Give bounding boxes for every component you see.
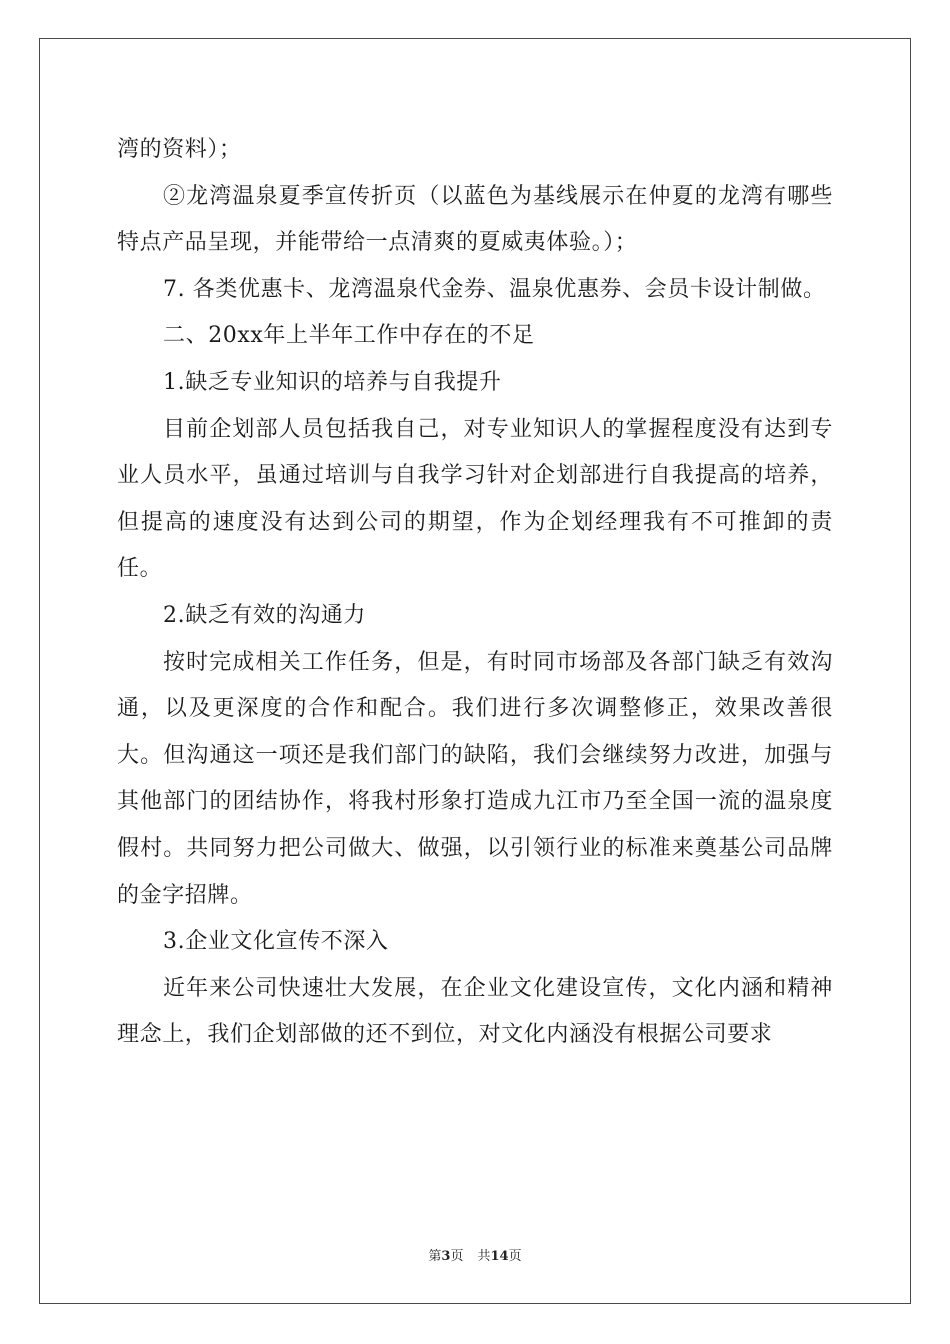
paragraph-4: 目前企划部人员包括我自己，对专业知识人的掌握程度没有达到专业人员水平，虽通过培训与自我学习针对企划部进行自我提高的培养，但提高的速度没有达到公司的期望，作为企划经理我有不可推卸的责任。 [117,416,833,582]
page-current: 3 [441,1249,451,1264]
page-suffix: 页 [450,1249,464,1264]
subheading-3: 3.企业文化宣传不深入 [163,929,389,955]
subheading-1: 1.缺乏专业知识的培养与自我提升 [163,369,502,395]
page-footer [0,1245,950,1264]
paragraph-2: ②龙湾温泉夏季宣传折页（以蓝色为基线展示在仲夏的龙湾有哪些特点产品呈现，并能带给一点清爽的夏威夷体验。）； [117,183,833,256]
document-body [117,127,833,1059]
page-prefix: 第 [428,1249,442,1264]
paragraph-3: 7. 各类优惠卡、龙湾温泉代金券、温泉优惠券、会员卡设计制做。 [163,276,826,302]
paragraph-5: 按时完成相关工作任务，但是，有时同市场部及各部门缺乏有效沟通，以及更深度的合作和配合。我们进行多次调整修正，效果改善很大。但沟通这一项还是我们部门的缺陷，我们会继续努力改进，加强与其他部门的团结协作，将我村形象打造成九江市乃至全国一流的温泉度假村。共同努力把公司做大、做强，以引领行业的标准来奠基公司品牌的金字招牌。 [117,649,833,908]
total-prefix: 共 [477,1249,491,1264]
page-total: 14 [490,1249,509,1264]
total-suffix: 页 [508,1249,522,1264]
paragraph-1: 湾的资料）； [117,137,242,162]
subheading-2: 2.缺乏有效的沟通力 [163,602,366,628]
section-heading: 二、20xx年上半年工作中存在的不足 [163,323,535,349]
paragraph-6: 近年来公司快速壮大发展，在企业文化建设宣传，文化内涵和精神理念上，我们企划部做的还不到位，对文化内涵没有根据公司要求 [117,975,833,1048]
